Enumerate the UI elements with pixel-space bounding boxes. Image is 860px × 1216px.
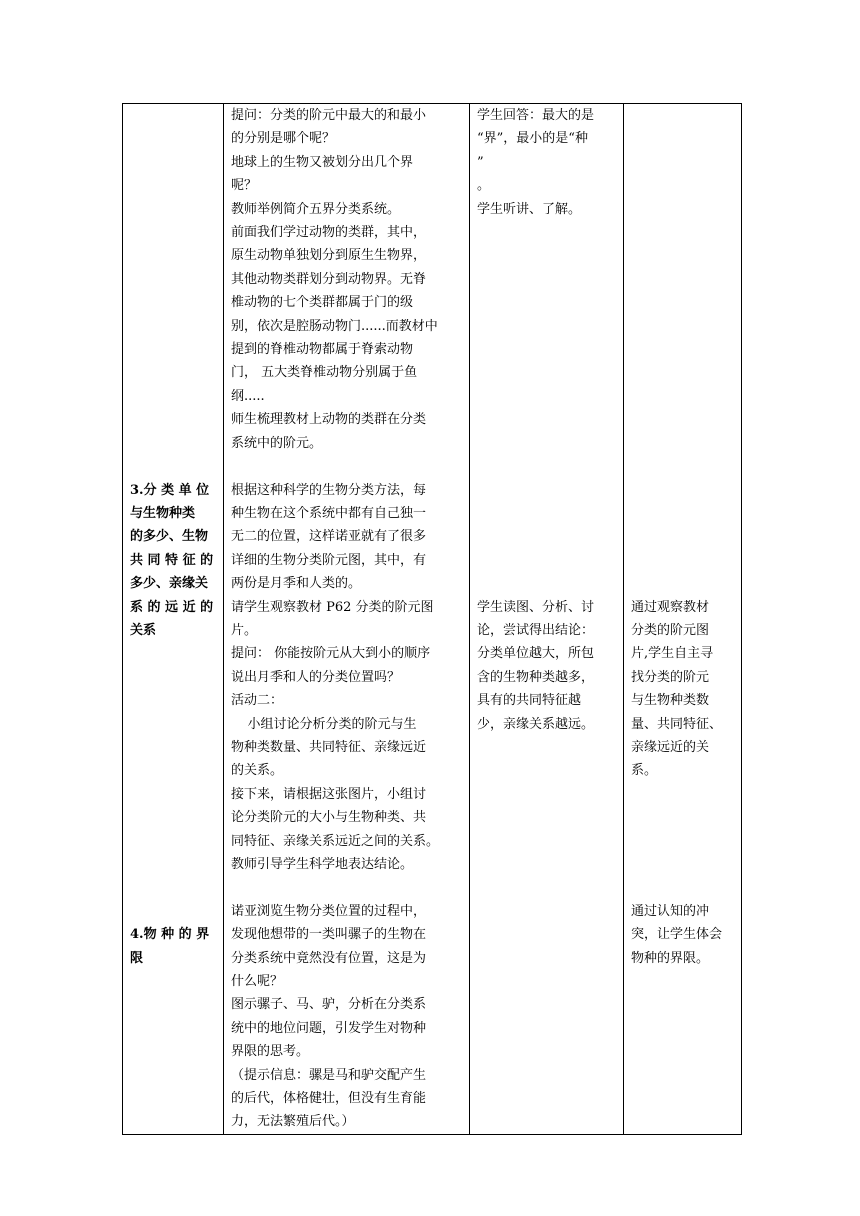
student-line (477, 385, 617, 408)
section-line (130, 876, 217, 899)
intent-line (631, 198, 735, 221)
teacher-line: 提问： 你能按阶元从大到小的顺序 (231, 646, 431, 662)
teacher-line: 活动二： (231, 693, 284, 709)
teacher-line: 呢？ (231, 178, 258, 194)
table-row (123, 104, 742, 1135)
section-line (130, 338, 217, 361)
section-line (130, 759, 217, 782)
teacher-line: 两份是月季和人类的。 (231, 576, 362, 592)
intent-line (631, 151, 735, 174)
teacher-line: 纲..... (231, 388, 265, 404)
intent-line (631, 315, 735, 338)
intent-line: 与生物种类数 (631, 693, 710, 709)
teacher-activity-column (224, 104, 470, 1135)
teacher-line: 统中的地位问题，引发学生对物种 (231, 1020, 427, 1036)
student-line: 学生回答：最大的是 (477, 108, 595, 123)
teacher-line: 师生梳理教材上动物的类群在分类 (231, 412, 427, 428)
intent-line (631, 432, 735, 455)
intent-line (631, 525, 735, 548)
teacher-line: 的后代，体格健壮，但没有生育能 (231, 1091, 427, 1107)
teacher-line: 别，依次是腔肠动物门......而教材中 (231, 318, 438, 334)
design-intent-cell (624, 104, 741, 970)
intent-line (631, 479, 735, 502)
section-line (130, 736, 217, 759)
section-line (130, 853, 217, 876)
section-line (130, 291, 217, 314)
intent-line: 物种的界限。 (631, 950, 710, 966)
section-line (130, 244, 217, 267)
student-line (477, 244, 617, 267)
section-line (130, 432, 217, 455)
intent-line (631, 572, 735, 595)
intent-line (631, 127, 735, 150)
student-line (477, 268, 617, 291)
intent-line (631, 385, 735, 408)
teacher-line: 提问：分类的阶元中最大的和最小 (231, 108, 427, 123)
intent-line: 片,学生自主寻 (631, 646, 714, 662)
intent-line (631, 455, 735, 478)
section-line (130, 783, 217, 806)
intent-line (631, 806, 735, 829)
teacher-line: 详细的生物分类阶元图，其中，有 (231, 552, 427, 568)
teacher-line: 说出月季和人的分类位置吗？ (231, 669, 401, 685)
teacher-line: 发现他想带的一类叫骡子的生物在 (231, 927, 427, 943)
student-activity-column (470, 104, 624, 1135)
section-line: 3.分 类 单 位 (130, 482, 210, 498)
section-line (130, 361, 217, 384)
intent-line (631, 291, 735, 314)
student-line: 学生听讲、了解。 (477, 201, 582, 217)
section-line (130, 830, 217, 853)
teacher-line: 分类系统中竟然没有位置，这是为 (231, 950, 427, 966)
section-line (130, 268, 217, 291)
section-line (130, 689, 217, 712)
student-line: 论，尝试得出结论： (477, 622, 595, 638)
teacher-line: 教师引导学生科学地表达结论。 (231, 857, 414, 872)
intent-line (631, 174, 735, 197)
section-line: 与生物种类 (130, 505, 196, 521)
section-line (130, 198, 217, 221)
student-line: 少，亲缘关系越远。 (477, 716, 595, 732)
student-line: “界”，最小的是“种 (477, 131, 588, 147)
teacher-line: 诺亚浏览生物分类位置的过程中， (231, 903, 427, 919)
intent-line: 找分类的阶元 (631, 669, 710, 685)
intent-line (631, 244, 735, 267)
student-line: 分类单位越大，所包 (477, 646, 595, 662)
teacher-line: 论分类阶元的大小与生物种类、共 (231, 810, 427, 826)
section-title-cell (123, 104, 223, 970)
section-line (130, 315, 217, 338)
student-line: 含的生物种类越多， (477, 669, 595, 685)
teacher-line: 地球上的生物又被划分出几个界 (231, 154, 414, 170)
teacher-line: 教师举例简介五界分类系统。 (231, 201, 401, 217)
intent-line (631, 268, 735, 291)
intent-line: 量、共同特征、 (631, 716, 723, 732)
teacher-line: 什么呢？ (231, 974, 284, 990)
student-line (477, 315, 617, 338)
teacher-line: 种生物在这个系统中都有自己独一 (231, 505, 427, 521)
teacher-line: 同特征、亲缘关系远近之间的关系。 (231, 833, 440, 849)
section-line (130, 408, 217, 431)
intent-line (631, 830, 735, 853)
teacher-line: 请学生观察教材 P62 分类的阶元图 (231, 599, 434, 615)
intent-line (631, 361, 735, 384)
teacher-activity-cell (224, 104, 469, 1134)
student-activity-cell (470, 104, 623, 736)
teacher-line: 原生动物单独划分到原生生物界， (231, 248, 427, 264)
teacher-line: 门， 五大类脊椎动物分别属于鱼 (231, 365, 418, 381)
section-line: 多少、亲缘关 (130, 576, 209, 592)
intent-line: 亲缘远近的关 (631, 739, 710, 755)
section-line (130, 151, 217, 174)
section-line (130, 385, 217, 408)
student-line (477, 502, 617, 525)
section-line (130, 642, 217, 665)
teacher-line: 图示骡子、马、驴，分析在分类系 (231, 997, 427, 1013)
teacher-line: 根据这种科学的生物分类方法，每 (231, 482, 427, 498)
intent-line: 通过观察教材 (631, 599, 710, 615)
student-line: 学生读图、分析、讨 (477, 599, 595, 615)
student-line (477, 432, 617, 455)
section-line (130, 455, 217, 478)
intent-line: 通过认知的冲 (631, 903, 710, 919)
teacher-line: 接下来，请根据这张图片，小组讨 (231, 786, 427, 802)
intent-line: 突，让学生体会 (631, 927, 723, 943)
section-line (130, 806, 217, 829)
intent-line (631, 408, 735, 431)
teacher-line: 前面我们学过动物的类群，其中， (231, 225, 427, 241)
section-line (130, 713, 217, 736)
teacher-line: 力，无法繁殖后代。） (231, 1114, 355, 1130)
intent-line (631, 221, 735, 244)
intent-line (631, 783, 735, 806)
section-line: 4.物 种 的 界 (130, 927, 210, 943)
intent-line (631, 549, 735, 572)
student-line (477, 338, 617, 361)
student-line (477, 549, 617, 572)
student-line (477, 361, 617, 384)
section-line (130, 104, 217, 127)
teacher-line: 界限的思考。 (231, 1044, 310, 1060)
student-line (477, 479, 617, 502)
student-line (477, 455, 617, 478)
intent-line: 分类的阶元图 (631, 622, 710, 638)
student-line (477, 572, 617, 595)
intent-line: 系。 (631, 763, 658, 779)
teacher-line: 系统中的阶元。 (231, 435, 323, 451)
section-line (130, 900, 217, 923)
intent-line (631, 104, 735, 127)
intent-line (631, 338, 735, 361)
teacher-line: 小组讨论分析分类的阶元与生 (231, 716, 417, 732)
teacher-line: 片。 (231, 622, 258, 638)
teacher-line (231, 876, 463, 899)
section-line (130, 174, 217, 197)
section-line: 限 (130, 950, 144, 966)
section-line (130, 127, 217, 150)
student-line (477, 408, 617, 431)
design-intent-column (624, 104, 742, 1135)
section-line (130, 666, 217, 689)
section-line: 的多少、生物 (130, 529, 209, 545)
student-line: 。 (477, 178, 491, 194)
teacher-line (231, 455, 463, 478)
teacher-line: 无二的位置，这样诺亚就有了很多 (231, 529, 427, 545)
student-line (477, 291, 617, 314)
section-line: 系 的 远 近 的 (130, 599, 214, 615)
section-line (130, 221, 217, 244)
teacher-line: 物种类数量、共同特征、亲缘远近 (231, 739, 427, 755)
section-column (123, 104, 224, 1135)
section-line: 关系 (130, 622, 157, 638)
section-line: 共 同 特 征 的 (130, 552, 214, 568)
student-line (477, 525, 617, 548)
intent-line (631, 853, 735, 876)
lesson-plan-table (122, 103, 742, 1135)
intent-line (631, 502, 735, 525)
student-line: ” (477, 154, 484, 170)
student-line: 具有的共同特征越 (477, 693, 582, 709)
teacher-line: 其他动物类群划分到动物界。无脊 (231, 271, 427, 287)
student-line (477, 221, 617, 244)
intent-line (631, 876, 735, 899)
teacher-line: （提示信息：骡是马和驴交配产生 (231, 1067, 427, 1083)
teacher-line: 椎动物的七个类群都属于门的级 (231, 295, 414, 311)
teacher-line: 提到的脊椎动物都属于脊索动物 (231, 342, 414, 358)
teacher-line: 的分别是哪个呢？ (231, 131, 336, 147)
teacher-line: 的关系。 (231, 763, 284, 779)
